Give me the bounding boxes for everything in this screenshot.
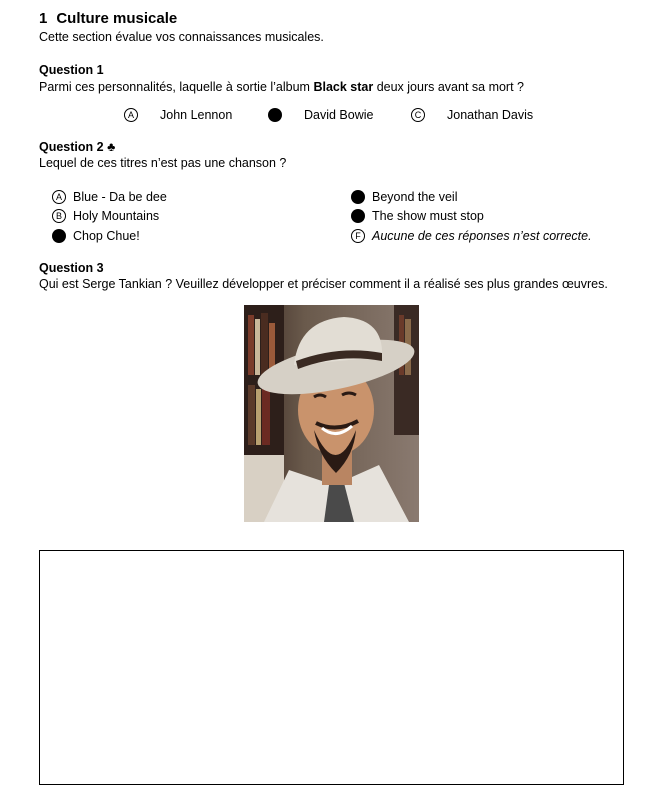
option-bubble-filled[interactable] <box>52 229 66 243</box>
option-bubble[interactable]: A <box>52 190 66 204</box>
option-bubble[interactable]: B <box>52 209 66 223</box>
option-label: Aucune de ces réponses n’est correcte. <box>372 229 592 243</box>
option-label: John Lennon <box>160 108 233 122</box>
question1-option-b[interactable] <box>268 108 373 122</box>
option-label: Beyond the veil <box>372 190 458 204</box>
option-label: Holy Mountains <box>73 209 160 223</box>
question1-text <box>39 80 524 94</box>
question2-option-d[interactable] <box>351 190 457 204</box>
option-bubble[interactable]: C <box>411 108 425 122</box>
question3-title: Question 3 <box>39 261 104 275</box>
question2-text: Lequel de ces titres n’est pas une chanson ? <box>39 156 287 170</box>
question1-option-c[interactable] <box>411 108 533 122</box>
club-icon: ♣ <box>107 140 116 154</box>
option-bubble-filled[interactable] <box>351 209 365 223</box>
question1-text-before: Parmi ces personnalités, laquelle à sortie l’album <box>39 80 314 94</box>
option-label: Jonathan Davis <box>447 108 534 122</box>
option-bubble[interactable]: F <box>351 229 365 243</box>
question2-option-b[interactable] <box>52 209 159 223</box>
question3-text: Qui est Serge Tankian ? Veuillez développer et préciser comment il a réalisé ses plus grandes œuvres. <box>39 277 608 291</box>
question2-option-a[interactable] <box>52 190 167 204</box>
portrait-photo <box>244 305 419 522</box>
question2-option-f[interactable] <box>351 229 592 243</box>
answer-box[interactable] <box>39 550 624 785</box>
option-label: Blue - Da be dee <box>73 190 167 204</box>
section-description: Cette section évalue vos connaissances musicales. <box>39 30 324 44</box>
question2-option-e[interactable] <box>351 209 484 223</box>
section-number: 1 <box>39 10 48 27</box>
option-label: The show must stop <box>372 209 484 223</box>
question1-option-a[interactable] <box>124 108 232 122</box>
question2-title-text: Question 2 <box>39 140 104 154</box>
option-label: David Bowie <box>304 108 374 122</box>
option-bubble[interactable]: A <box>124 108 138 122</box>
question1-text-after: deux jours avant sa mort ? <box>373 80 524 94</box>
section-title <box>39 10 177 27</box>
option-bubble-filled[interactable] <box>268 108 282 122</box>
question1-title: Question 1 <box>39 63 104 77</box>
question2-title <box>39 140 115 154</box>
question1-text-bold: Black star <box>313 80 374 94</box>
question2-option-c[interactable] <box>52 229 140 243</box>
section-title-text: Culture musicale <box>56 10 178 27</box>
option-label: Chop Chue! <box>73 229 140 243</box>
option-bubble-filled[interactable] <box>351 190 365 204</box>
